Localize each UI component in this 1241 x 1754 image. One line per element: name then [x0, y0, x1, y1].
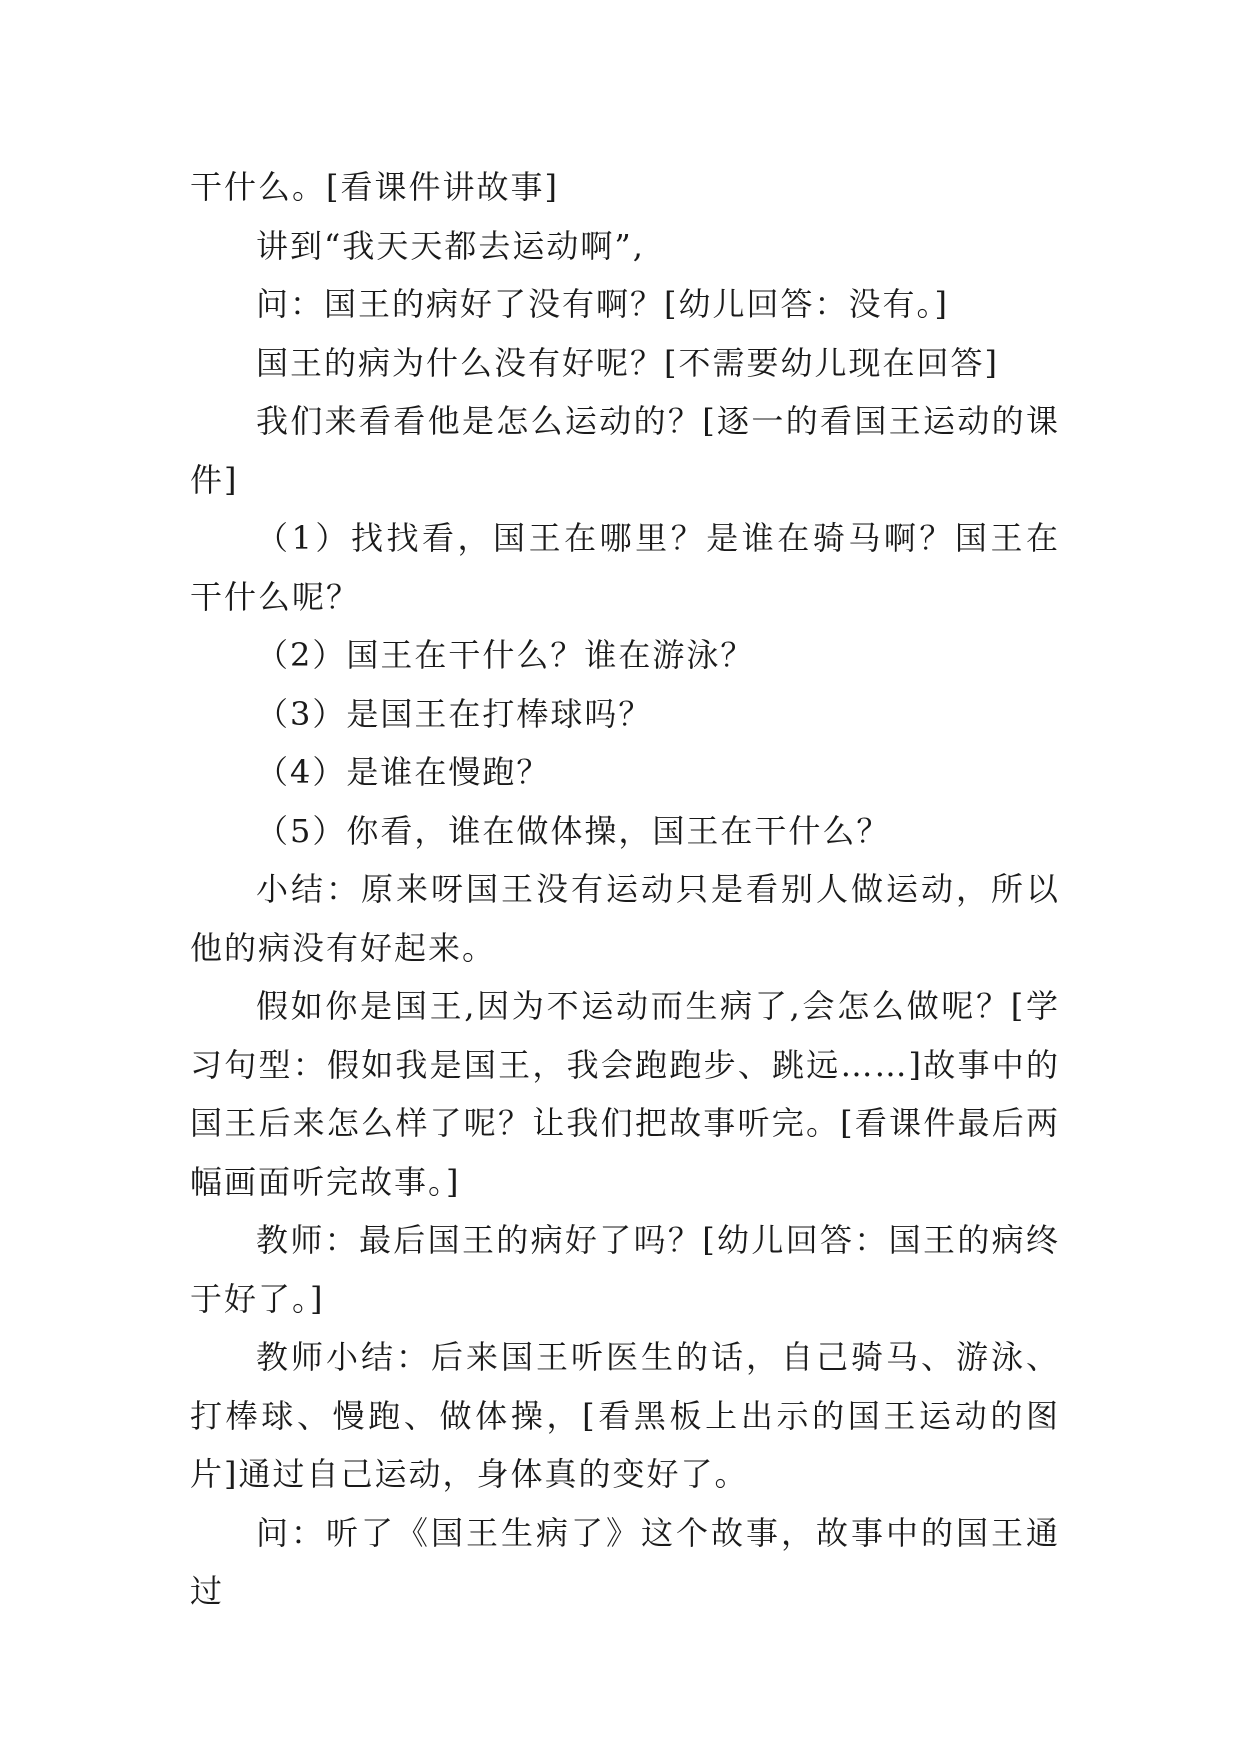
document-body	[190, 158, 1060, 1621]
paragraph: （3）是国王在打棒球吗？	[256, 694, 653, 733]
paragraph: （2）国王在干什么？谁在游泳？	[256, 636, 755, 674]
paragraph: 我们来看看他是怎么运动的？[逐一的看国王运动的课件]	[190, 402, 1060, 499]
paragraph: 教师小结：后来国王听医生的话，自己骑马、游泳、打棒球、慢跑、做体操，[看黑板上出示的国王运动的图片]通过自己运动，身体真的变好了。	[190, 1338, 1060, 1493]
paragraph: 小结：原来呀国王没有运动只是看别人做运动，所以他的病没有好起来。	[190, 870, 1060, 967]
paragraph: 国王的病为什么没有好呢？[不需要幼儿现在回答]	[256, 343, 999, 382]
paragraph: 干什么。[看课件讲故事]	[190, 168, 559, 206]
paragraph: 假如你是国王,因为不运动而生病了,会怎么做呢？[学习句型：假如我是国王，我会跑跑步、跳远……]故事中的国王后来怎么样了呢？让我们把故事听完。[看课件最后两幅画面听完故事。]	[190, 987, 1060, 1201]
paragraph: 问：国王的病好了没有啊？[幼儿回答：没有。]	[256, 285, 949, 323]
paragraph: （5）你看，谁在做体操，国王在干什么？	[256, 811, 891, 850]
paragraph: 讲到“我天天都去运动啊”,	[256, 226, 645, 265]
paragraph: 教师：最后国王的病好了吗？[幼儿回答：国王的病终于好了。]	[190, 1221, 1060, 1318]
paragraph: 问：听了《国王生病了》这个故事，故事中的国王通过	[190, 1513, 1060, 1610]
paragraph: （1）找找看，国王在哪里？是谁在骑马啊？国王在干什么呢？	[190, 519, 1060, 616]
paragraph: （4）是谁在慢跑？	[256, 753, 551, 791]
